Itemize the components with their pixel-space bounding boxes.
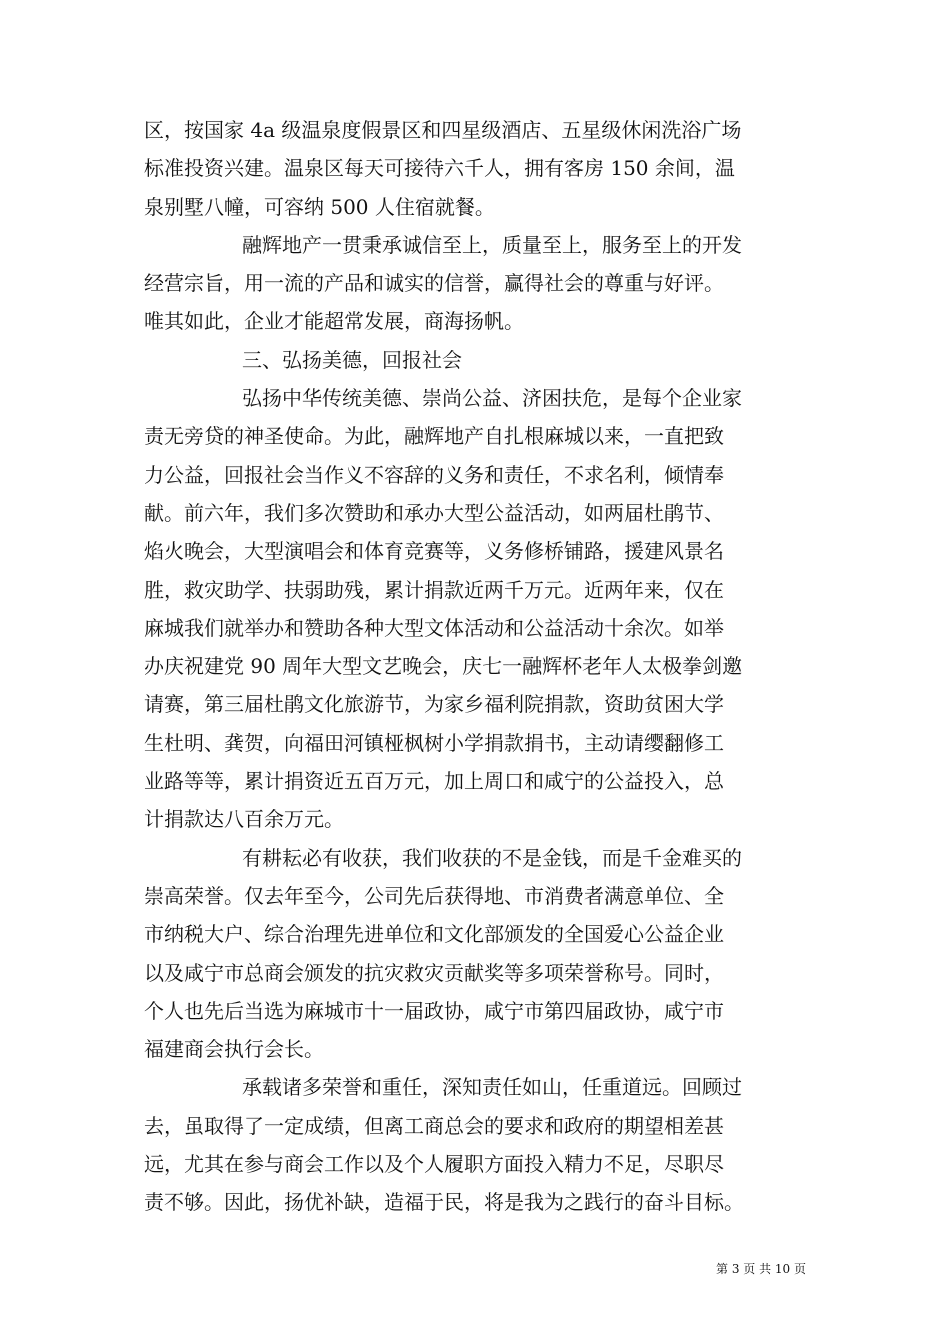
text-line: 责不够。因此，扬优补缺，造福于民，将是我为之践行的奋斗目标。 — [144, 1190, 744, 1215]
text-line: 业路等等，累计捐资近五百万元，加上周口和咸宁的公益投入，总 — [144, 769, 724, 794]
text-line: 崇高荣誉。仅去年至今，公司先后获得地、市消费者满意单位、全 — [144, 883, 724, 908]
text-line: 请赛，第三届杜鹃文化旅游节，为家乡福利院捐款，资助贫困大学 — [144, 692, 724, 717]
text-line: 福建商会执行会长。 — [144, 1037, 324, 1062]
text-line: 个人也先后当选为麻城市十一届政协，咸宁市第四届政协，咸宁市 — [144, 998, 724, 1023]
text-line: 责无旁贷的神圣使命。为此，融辉地产自扎根麻城以来，一直把致 — [144, 424, 724, 449]
text-line: 力公益，回报社会当作义不容辞的义务和责任，不求名利，倾情奉 — [144, 462, 724, 487]
text-line: 经营宗旨，用一流的产品和诚实的信誉，赢得社会的尊重与好评。 — [144, 271, 724, 296]
page-number-footer: 第 3 页 共 10 页 — [716, 1262, 806, 1276]
text-line: 焰火晚会，大型演唱会和体育竞赛等，义务修桥铺路，援建风景名 — [144, 539, 724, 564]
text-line: 唯其如此，企业才能超常发展，商海扬帆。 — [144, 309, 524, 334]
text-line: 以及咸宁市总商会颁发的抗灾救灾贡献奖等多项荣誉称号。同时， — [144, 960, 724, 985]
text-line: 三、弘扬美德，回报社会 — [242, 347, 462, 372]
text-line: 有耕耘必有收获，我们收获的不是金钱，而是千金难买的 — [242, 845, 742, 870]
text-line: 承载诸多荣誉和重任，深知责任如山，任重道远。回顾过 — [242, 1075, 742, 1100]
text-line: 办庆祝建党 90 周年大型文艺晚会，庆七一融辉杯老年人太极拳剑邀 — [144, 654, 743, 679]
text-line: 计捐款达八百余万元。 — [144, 807, 344, 832]
document-body — [144, 111, 808, 1222]
text-line: 麻城我们就举办和赞助各种大型文体活动和公益活动十余次。如举 — [144, 615, 724, 640]
text-line: 弘扬中华传统美德、崇尚公益、济困扶危，是每个企业家 — [242, 386, 742, 411]
text-line: 献。前六年，我们多次赞助和承办大型公益活动，如两届杜鹃节、 — [144, 500, 724, 525]
text-line: 生杜明、龚贺，向福田河镇桠枫树小学捐款捐书，主动请缨翻修工 — [144, 730, 724, 755]
text-line: 融辉地产一贯秉承诚信至上，质量至上，服务至上的开发 — [242, 232, 742, 257]
text-line: 远，尤其在参与商会工作以及个人履职方面投入精力不足，尽职尽 — [144, 1152, 724, 1177]
text-line: 市纳税大户、综合治理先进单位和文化部颁发的全国爱心公益企业 — [144, 922, 724, 947]
text-line: 标准投资兴建。温泉区每天可接待六千人，拥有客房 150 余间，温 — [144, 156, 735, 181]
text-line: 去，虽取得了一定成绩，但离工商总会的要求和政府的期望相差甚 — [144, 1113, 724, 1138]
text-line: 泉别墅八幢，可容纳 500 人住宿就餐。 — [144, 194, 495, 219]
text-line: 区，按国家 4a 级温泉度假景区和四星级酒店、五星级休闲洗浴广场 — [144, 118, 742, 142]
text-line: 胜，救灾助学、扶弱助残，累计捐款近两千万元。近两年来，仅在 — [144, 577, 724, 602]
